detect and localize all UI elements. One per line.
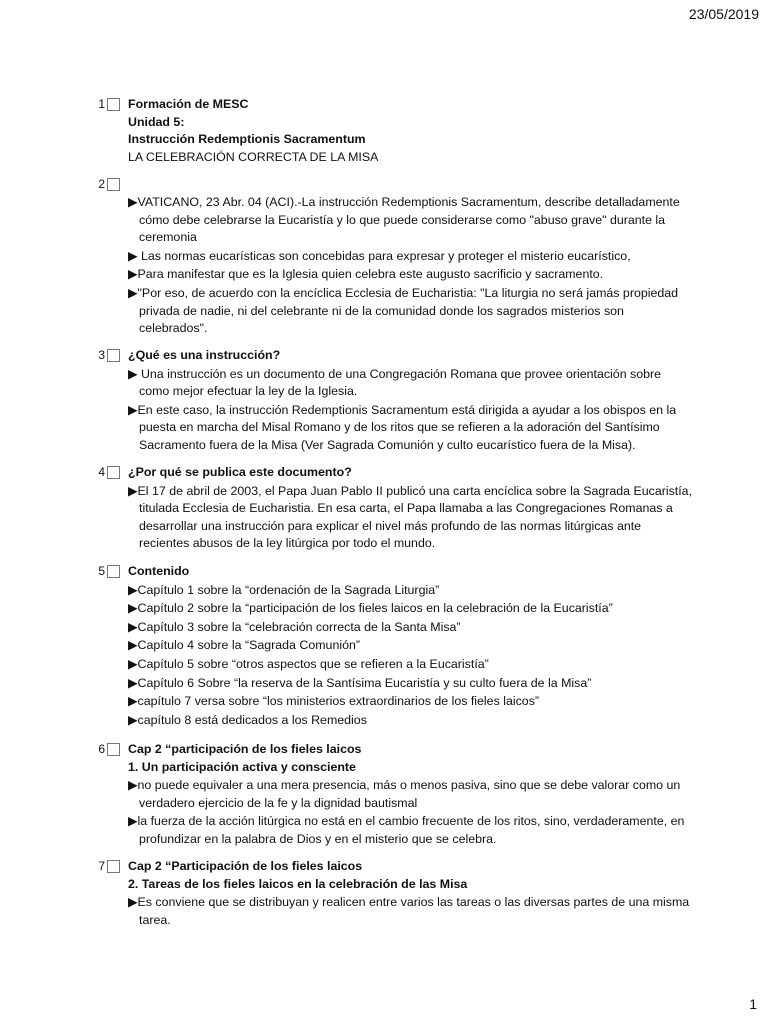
slide-title-line: Formación de MESC [128, 97, 249, 111]
slide-number: 5 [98, 564, 105, 578]
slide-number: 7 [98, 859, 105, 873]
bullet-item: ▶la fuerza de la acción litúrgica no está en el cambio frecuente de los ritos, sino, verdaderamente, en profundizar en la palabra de Dios y en el misterio que se celebra. [128, 814, 685, 846]
slide-title-line: Cap 2 “participación de los fieles laicos [128, 742, 362, 756]
slide-3 [94, 347, 694, 455]
bullet-item: ▶Capítulo 4 sobre la “Sagrada Comunión” [128, 638, 360, 653]
bullet-item: ▶capítulo 7 versa sobre “los ministerios extraordinarios de los fieles laicos” [128, 694, 540, 709]
slide-7 [94, 858, 694, 929]
bullet-item: ▶ Las normas eucarísticas son concebidas para expresar y proteger el misterio eucarístico, [128, 248, 631, 263]
bullet-item: ▶En este caso, la instrucción Redemptionis Sacramentum está dirigida a ayudar a los obispos en la puesta en marcha del Misal Romano y de los ritos que se refieren a la adoración del Santísimo Sacramento fuera de la Misa (Ver Sagrada Comunión y culto eucarístico fuera de la Misa). [128, 402, 677, 452]
slide-title-line: ¿Por qué se publica este documento? [128, 465, 352, 479]
slide-2 [94, 176, 694, 338]
bullet-item: ▶Capítulo 5 sobre “otros aspectos que se refieren a la Eucaristía” [128, 656, 489, 671]
bullet-item: ▶Capítulo 2 sobre la “participación de los fieles laicos en la celebración de la Eucaristía” [128, 601, 613, 616]
bullet-item: ▶Capítulo 3 sobre la “celebración correcta de la Santa Misa” [128, 619, 461, 634]
note-checkbox[interactable] [107, 565, 120, 578]
slide-number: 1 [98, 97, 105, 111]
note-checkbox[interactable] [107, 349, 120, 362]
bullet-item: ▶Para manifestar que es la Iglesia quien celebra este augusto sacrificio y sacramento. [128, 267, 604, 282]
slide-title-line: ¿Qué es una instrucción? [128, 348, 281, 362]
slide-6 [94, 741, 694, 849]
slide-5 [94, 563, 694, 729]
slide-title-line: Contenido [128, 564, 190, 578]
slide-title-line: Unidad 5: [128, 114, 185, 129]
bullet-item: ▶Capítulo 1 sobre la “ordenación de la Sagrada Liturgia” [128, 582, 440, 597]
note-checkbox[interactable] [107, 860, 120, 873]
slide-number: 3 [98, 348, 105, 362]
slide-title-line: 2. Tareas de los fieles laicos en la celebración de las Misa [128, 876, 468, 891]
bullet-item: ▶"Por eso, de acuerdo con la encíclica Ecclesia de Eucharistia: "La liturgia no será jamás propiedad privada de nadie, ni del celebrante ni de la comunidad donde los sagrados misterios son celebrados". [128, 285, 679, 336]
page-number: 1 [749, 996, 757, 1012]
bullet-item: ▶El 17 de abril de 2003, el Papa Juan Pablo II publicó una carta encíclica sobre la Sagrada Eucaristía, titulada Ecclesia de Eucharistia. En esa carta, el Papa llamaba a las Congregaciones Romanas a desarrollar una instrucción para explicar el nivel más profundo de las normas litúrgicas ante recientes abusos de la ley litúrgica por todo el mundo. [128, 483, 693, 551]
slide-number: 2 [98, 177, 105, 191]
slide-number: 4 [98, 465, 105, 479]
bullet-item: ▶Es conviene que se distribuyan y realicen entre varios las tareas o las diversas partes de una misma tarea. [128, 895, 690, 927]
bullet-item: ▶VATICANO, 23 Abr. 04 (ACI).-La instrucción Redemptionis Sacramentum, describe detalladamente cómo debe celebrarse la Eucaristía y lo que puede considerarse como "abuso grave" durante la ceremonia [128, 195, 680, 245]
slide-title-line: Cap 2 “Participación de los fieles laicos [128, 859, 363, 873]
bullet-item: ▶ Una instrucción es un documento de una Congregación Romana que provee orientación sobre como mejor efectuar la ley de la Iglesia. [128, 366, 662, 399]
bullet-item: ▶capítulo 8 está dedicados a los Remedios [128, 712, 367, 727]
note-checkbox[interactable] [107, 743, 120, 756]
slide-number: 6 [98, 742, 105, 756]
bullet-item: ▶no puede equivaler a una mera presencia, más o menos pasiva, sino que se debe valorar como un verdadero ejercicio de la fe y la dignidad bautismal [128, 778, 681, 810]
bullet-item: ▶Capítulo 6 Sobre “la reserva de la Santísima Eucaristía y su culto fuera de la Misa” [128, 675, 592, 690]
header-date: 23/05/2019 [688, 6, 759, 22]
slide-4 [94, 464, 694, 553]
slide-title-line: Instrucción Redemptionis Sacramentum [128, 132, 366, 147]
slide-subtitle: LA CELEBRACIÓN CORRECTA DE LA MISA [128, 149, 379, 164]
note-checkbox[interactable] [107, 98, 120, 111]
slide-1 [94, 96, 694, 166]
note-checkbox[interactable] [107, 178, 120, 191]
slide-title-line: 1. Un participación activa y consciente [128, 759, 356, 774]
note-checkbox[interactable] [107, 466, 120, 479]
